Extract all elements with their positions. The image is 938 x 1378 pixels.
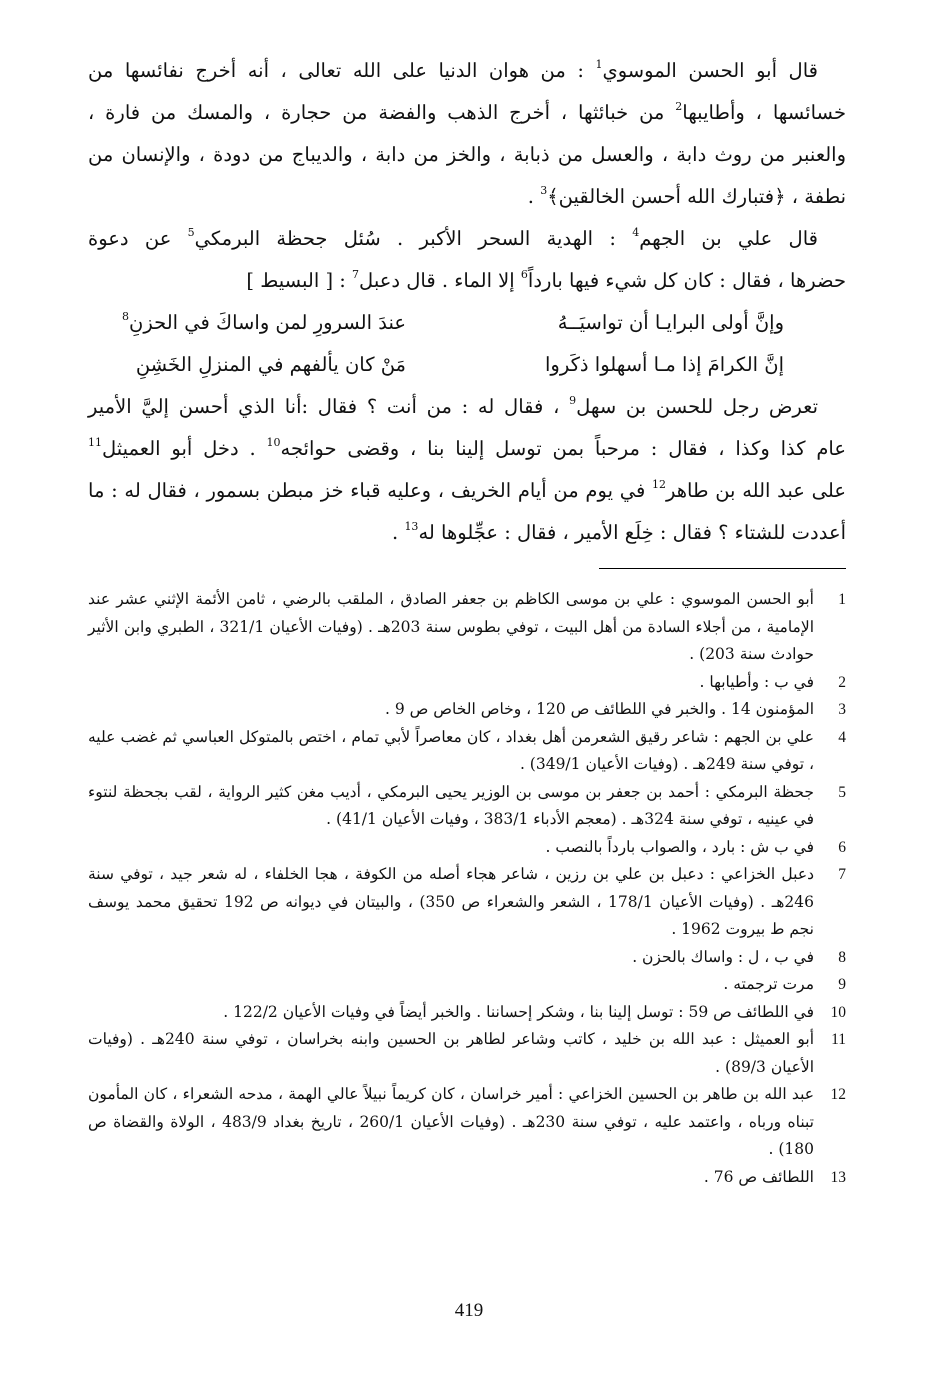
main-line: على عبد الله بن طاهر$^{12}$ في يوم من أيام الخريف ، وعليه قباء خز مبطن بسمور ، فقال له : ما — [88, 477, 846, 502]
footnote-number: 12 — [830, 1086, 846, 1103]
footnote-text: علي بن الجهم : شاعر رقيق الشعرمن أهل بغداد ، كان معاصراً لأبي تمام ، اختص بالمتوكل العباسي ثم غضب عليه ، توفي سنة 249هـ . (وفيات الأعيان 349/1) . — [88, 727, 814, 773]
footnote-number: 4 — [838, 728, 846, 746]
page-number: 419 — [454, 1300, 484, 1321]
footnote-number: 1 — [838, 591, 846, 608]
main-line: قال أبو الحسن الموسوي$^1$ : من هوان الدنيا على الله تعالى ، أنه أخرج نفائسها من — [88, 57, 818, 82]
footnote-text: جحظة البرمكي : أحمد بن جعفر بن موسى بن الوزير يحيى البرمكي ، أديب مغن كثير الرواية ، لقب بجحظة لنتوء في عينيه ، توفي سنة 324هـ . (معجم الأدباء 383/1 ، وفيات الأعيان 41/1) . — [88, 782, 814, 828]
footnote — [88, 834, 846, 862]
verse-second-hemistich: عندَ السرورِ لمن واساكَ في الحزنِ$^8$ — [122, 309, 406, 334]
verse-second-hemistich: مَنْ كان يألفهم في المنزلِ الخَشِنِ — [135, 353, 406, 376]
footnote-text: في ب : وأطيابها . — [699, 672, 814, 691]
main-line: تعرض رجل للحسن بن سهل$^9$ ، فقال له : من أنت ؟ فقال :أنا الذي أحسن إليَّ الأمير — [88, 393, 818, 418]
verse-first-hemistich: وإنَّ أولى البرايـا أن تواسيَــهُ — [557, 311, 784, 334]
footnote-text: في ب ، ل : واساك بالحزن . — [632, 947, 814, 966]
footnote-text: المؤمنون 14 . والخبر في اللطائف ص 120 ، وخاص الخاص ص 9 . — [384, 700, 814, 718]
main-line: أعددت للشتاء ؟ فقال : خِلَع الأمير ، فقال : عجِّلوها له$^{13}$ . — [392, 519, 846, 544]
footnote-number: 9 — [838, 976, 846, 993]
main-line: والعنبر من روث دابة ، والعسل من ذبابة ، والخز من دابة ، والديباج من دودة ، والإنسان من — [88, 143, 846, 166]
verse-first-hemistich: إنَّ الكرامَ إذا مـا أسهلوا ذكَروا — [545, 353, 784, 376]
footnote-number: 7 — [838, 866, 846, 883]
main-text — [88, 50, 846, 554]
footnote-text: دعبل الخزاعي : دعبل بن علي بن رزين ، شاعر هجاء أصله من الكوفة ، هجا الخلفاء ، له شعر جيد ، توفي سنة 246هـ . (وفيات الأعيان 178/1 ، الشعر والشعراء ص 350) ، والبيتان في ديوانه ص 192 تحقيق محمد يوسف نجم ط بيروت 1962 . — [88, 865, 815, 938]
footnote — [88, 1164, 846, 1192]
footnote-text: عبد الله بن طاهر بن الحسين الخزاعي : أمير خراسان ، كان كريماً نبيلاً عالي الهمة ، مدحه الشعراء ، كان المأمون تبناه ورباه ، واعتمد عليه ، توفي سنة 230هـ . (وفيات الأعيان 260/1 ، تاريخ بغداد 483/9 ، الولاة والقضاة ص 180) . — [88, 1085, 814, 1158]
footnote — [88, 944, 846, 972]
footnote-number: 5 — [838, 783, 846, 801]
poem-verse — [88, 302, 846, 344]
footnotes — [88, 586, 846, 1191]
footnote — [88, 1026, 846, 1081]
footnote-number: 2 — [838, 673, 846, 691]
footnote-number: 8 — [838, 948, 846, 966]
footnote-number: 10 — [830, 1003, 846, 1021]
footnote — [88, 999, 846, 1027]
main-line: حضرها ، فقال : كان كل شيء فيها بارداً$^6$ إلا الماء . قال دعبل$^7$ : [ البسيط ] — [246, 267, 846, 292]
main-line: قال علي بن الجهم$^4$ : الهدية السحر الأكبر . سُئل جحظة البرمكي$^5$ عن دعوة — [88, 225, 818, 250]
footnote-separator — [599, 568, 846, 569]
footnote-number: 11 — [831, 1031, 846, 1048]
footnote — [88, 971, 846, 999]
footnote — [88, 586, 846, 669]
footnote — [88, 1081, 846, 1164]
main-line: نطفة ، ﴿فتبارك الله أحسن الخالقين﴾$^3$ . — [527, 183, 846, 208]
footnote-text: اللطائف ص 76 . — [703, 1167, 814, 1186]
footnote — [88, 779, 846, 834]
footnote-number: 13 — [830, 1168, 846, 1186]
footnote — [88, 669, 846, 697]
footnote-text: في اللطائف ص 59 : توسل إلينا بنا ، وشكر إحساننا . والخبر أيضاً في وفيات الأعيان 122/2 . — [223, 1002, 814, 1021]
footnote-number: 6 — [838, 838, 846, 856]
footnote-text: مرت ترجمته . — [723, 975, 814, 993]
footnote — [88, 861, 846, 944]
footnote — [88, 724, 846, 779]
footnote-text: في ب ش : بارد ، والصواب بارداً بالنصب . — [545, 837, 814, 856]
footnote-text: أبو العميثل : عبد الله بن خليد ، كاتب وشاعر لطاهر بن الحسين وابنه بخراسان ، توفي سنة 240هـ . (وفيات الأعيان 89/3) . — [88, 1030, 815, 1076]
footnote-text: أبو الحسن الموسوي : علي بن موسى الكاظم بن جعفر الصادق ، الملقب بالرضي ، ثامن الأئمة الإثني عشر عند الإمامية ، من أجلاء السادة من أهل البيت ، توفي بطوس سنة 203هـ . (وفيات الأعيان 321/1 ، الطبري وابن الأثير حوادث سنة 203) . — [88, 590, 814, 663]
poem-verse — [88, 344, 846, 386]
main-line: خسائسها ، وأطايبها$^2$ من خبائثها ، أخرج الذهب والفضة من حجارة ، والمسك من فارة ، — [88, 99, 846, 124]
footnote-number: 3 — [838, 701, 846, 718]
main-line: عام كذا وكذا ، فقال : مرحباً بمن توسل إلينا بنا ، وقضى حوائجه$^{10}$ . دخل أبو العميثل$^{11}$ — [88, 435, 846, 460]
footnote — [88, 696, 846, 724]
